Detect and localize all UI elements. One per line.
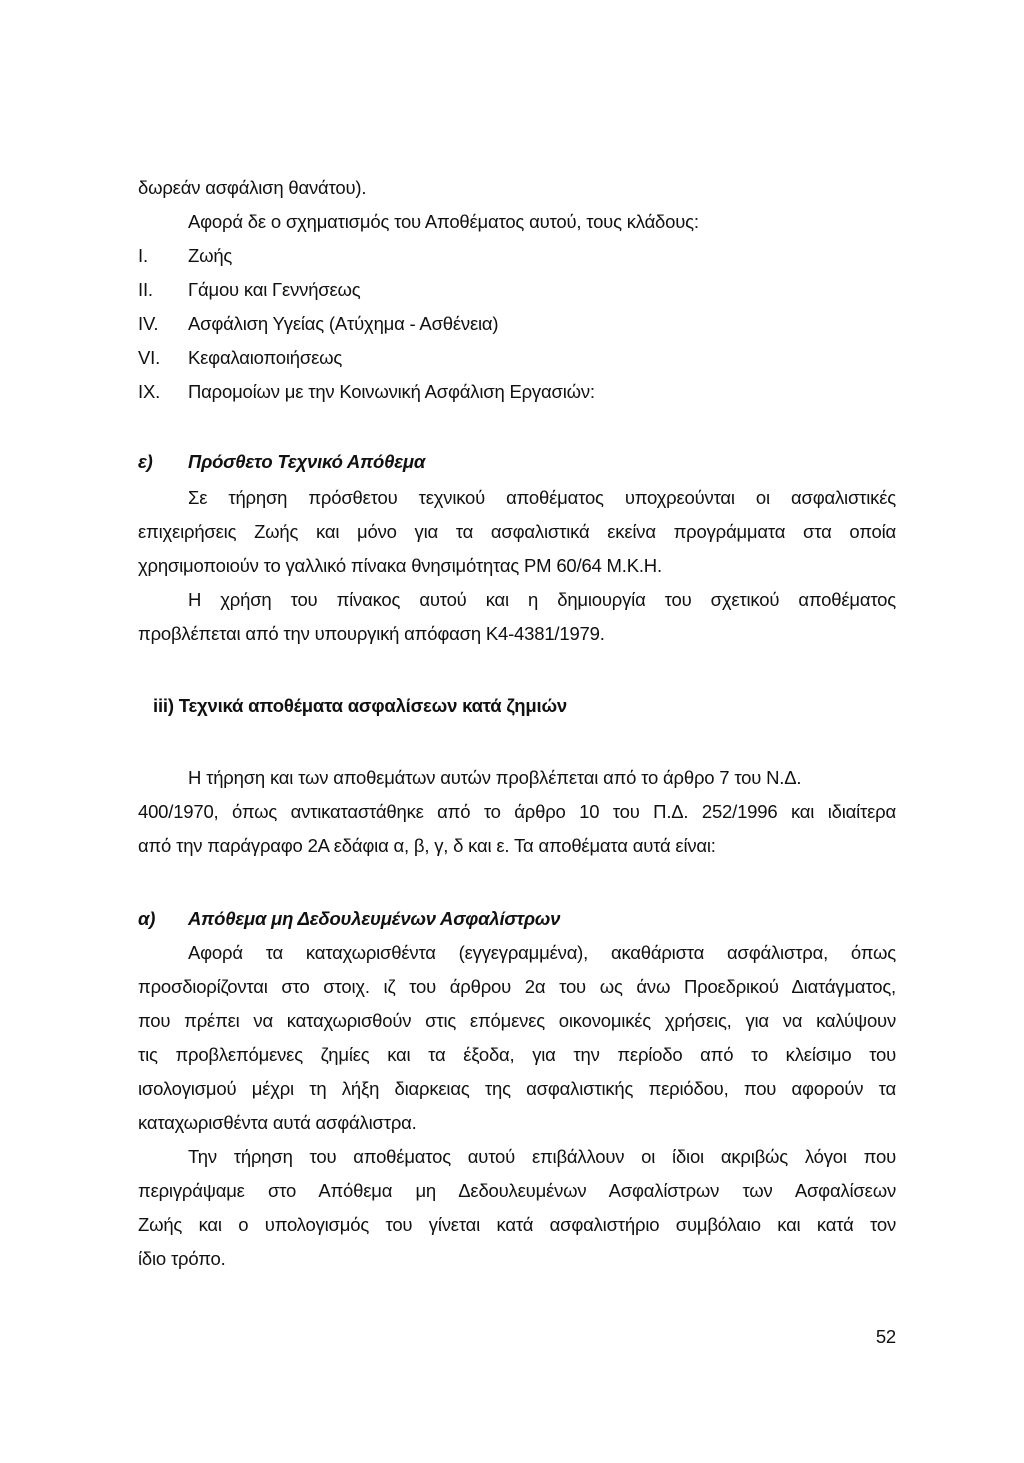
section-e-line: προβλέπεται από την υπουργική απόφαση Κ4-4381/1979. xyxy=(138,623,605,644)
section-a-line: ίδιο τρόπο. xyxy=(138,1248,226,1269)
section-a-line: Αφορά τα καταχωρισθέντα (εγγεγραμμένα), ακαθάριστα ασφάλιστρα, όπως xyxy=(188,942,896,963)
branch-num: IX. xyxy=(138,381,161,402)
section-a-line: καταχωρισθέντα αυτά ασφάλιστρα. xyxy=(138,1112,417,1133)
section-a-marker: α) xyxy=(138,908,156,929)
section-e-line: επιχειρήσεις Ζωής και μόνο για τα ασφαλιστικά εκείνα προγράμματα στα οποία xyxy=(138,521,896,542)
section-a-line: περιγράψαμε στο Απόθεμα μη Δεδουλευμένων Ασφαλίστρων των Ασφαλίσεων xyxy=(138,1180,896,1201)
section-a-line: Την τήρηση του αποθέματος αυτού επιβάλλουν οι ίδιοι ακριβώς λόγοι που xyxy=(188,1146,896,1167)
branch-num: VI. xyxy=(138,347,161,368)
section-iii-line: 400/1970, όπως αντικαταστάθηκε από το άρθρο 10 του Π.Δ. 252/1996 και ιδιαίτερα xyxy=(138,801,896,822)
section-a-line: ισολογισμού μέχρι τη λήξη διαρκειας της ασφαλιστικής περιόδου, που αφορούν τα xyxy=(138,1078,896,1099)
branch-num: I. xyxy=(138,245,148,266)
section-iii-line: από την παράγραφο 2Α εδάφια α, β, γ, δ και ε. Τα αποθέματα αυτά είναι: xyxy=(138,835,716,856)
section-e-marker: ε) xyxy=(138,451,153,472)
section-a-line: προσδιορίζονται στο στοιχ. ιζ του άρθρου 2α του ως άνω Προεδρικού Διατάγματος, xyxy=(138,976,896,997)
branches-intro-text: Αφορά δε ο σχηματισμός του Αποθέματος αυτού, τους κλάδους: xyxy=(188,211,699,232)
branch-num: II. xyxy=(138,279,153,300)
section-a-title: Απόθεμα μη Δεδουλευμένων Ασφαλίστρων xyxy=(188,908,561,929)
section-e-title: Πρόσθετο Τεχνικό Απόθεμα xyxy=(188,451,426,472)
section-a-line: που πρέπει να καταχωρισθούν στις επόμενες οικονομικές χρήσεις, για να καλύψουν xyxy=(138,1010,896,1031)
section-a-line: τις προβλεπόμενες ζημίες και τα έξοδα, για την περίοδο από το κλείσιμο του xyxy=(138,1044,896,1065)
branch-text: Ασφάλιση Υγείας (Ατύχημα - Ασθένεια) xyxy=(188,313,499,334)
section-e-line: Η χρήση του πίνακος αυτού και η δημιουργία του σχετικού αποθέματος xyxy=(188,589,896,610)
section-e-line: Σε τήρηση πρόσθετου τεχνικού αποθέματος υποχρεούνται οι ασφαλιστικές xyxy=(188,487,896,508)
branch-text: Παρομοίων με την Κοινωνική Ασφάλιση Εργασιών: xyxy=(188,381,595,402)
branch-num: IV. xyxy=(138,313,159,334)
branch-text: Γάμου και Γεννήσεως xyxy=(188,279,361,300)
section-a-line: Ζωής και ο υπολογισμός του γίνεται κατά ασφαλιστήριο συμβόλαιο και κατά τον xyxy=(138,1214,896,1235)
section-e-line: χρησιμοποιούν το γαλλικό πίνακα θνησιμότητας PM 60/64 Μ.Κ.Η. xyxy=(138,555,662,576)
page-number: 52 xyxy=(875,1326,896,1347)
intro-tail-text: δωρεάν ασφάλιση θανάτου). xyxy=(138,177,367,198)
branch-text: Κεφαλαιοποιήσεως xyxy=(188,347,343,368)
section-iii-line: Η τήρηση και των αποθεμάτων αυτών προβλέπεται από το άρθρο 7 του Ν.Δ. xyxy=(188,767,802,788)
section-iii-title: iii) Τεχνικά αποθέματα ασφαλίσεων κατά ζημιών xyxy=(153,695,567,716)
branch-text: Ζωής xyxy=(188,245,233,266)
